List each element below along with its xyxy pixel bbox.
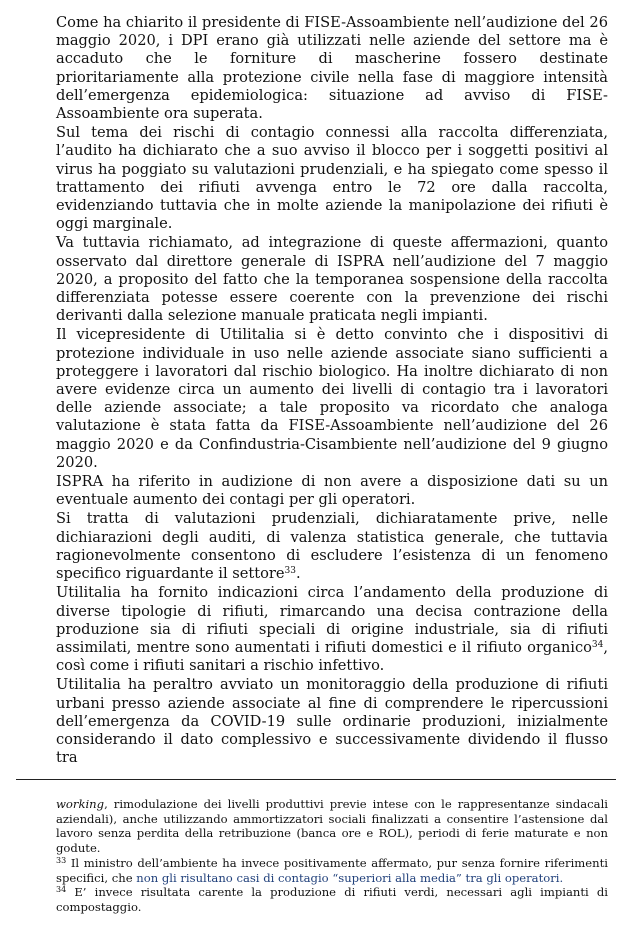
footnote-33-text: Il ministro dell’ambiente ha invece positivamente affermato, pur senza fornire riferimenti specifici, che	[56, 855, 608, 885]
footnote-ref-33[interactable]: 33	[284, 566, 296, 577]
footnote-33	[56, 856, 608, 885]
paragraph-4: Il vicepresidente di Utilitalia si è detto convinto che i dispositivi di protezione individuale in uso nelle aziende associate siano sufficienti a proteggere i lavoratori dal rischio biologico. Ha inoltre dichiarato di non avere evidenze circa un aumento dei livelli di contagio tra i lavoratori delle aziende associate; a tale proposito va ricordato che analoga valutazione è stata fatta da FISE-Assoambiente nell’audizione del 26 maggio 2020 e da Confindustria-Cisambiente nell’audizione del 9 giugno 2020.	[56, 326, 608, 471]
paragraph-6-text: Si tratta di valutazioni prudenziali, dichiaratamente prive, nelle dichiarazioni degli auditi, di valenza statistica generale, che tuttavia ragionevolmente consentono di escludere l’esistenza di un fenomeno specifico riguardante il settore	[56, 510, 608, 583]
footnote-continuation-text: , rimodulazione dei livelli produttivi previe intese con le rappresentanze sindacali aziendali), anche utilizzando ammortizzatori sociali finalizzati a consentire l’astensione dal lavoro senza perdita della retribuzione (banca ore e ROL), periodi di ferie maturate e non godute.	[56, 797, 608, 856]
footnote-divider	[16, 779, 616, 780]
main-text	[56, 14, 608, 768]
footnote-ref-34[interactable]: 34	[591, 639, 604, 650]
footnote-33-number: 33	[56, 855, 67, 865]
footnote-continuation	[56, 797, 608, 856]
paragraph-2: Sul tema dei rischi di contagio connessi alla raccolta differenziata, l’audito ha dichiarato che a suo avviso il blocco per i soggetti positivi al virus ha poggiato su valutazioni prudenziali, e ha spiegato come spesso il trattamento dei rifiuti avvenga entro le 72 ore dalla raccolta, evidenziando tuttavia che in molte aziende la manipolazione dei rifiuti è oggi marginale.	[56, 124, 608, 233]
footnote-34-text: E’ invece risultata carente la produzione di rifiuti verdi, necessari agli impianti di compostaggio.	[56, 885, 608, 914]
paragraph-5: ISPRA ha riferito in audizione di non avere a disposizione dati su un eventuale aumento dei contagi per gli operatori.	[56, 473, 608, 509]
footnote-34-number: 34	[56, 885, 67, 895]
paragraph-6: Si tratta di valutazioni prudenziali, dichiaratamente prive, nelle dichiarazioni degli auditi, di valenza statistica generale, che tuttavia ragionevolmente consentono di escludere l’esistenza di un fenomeno specifico riguardante il settore$^{33}$.	[56, 510, 608, 583]
footnote-continuation-italic: working	[56, 797, 105, 811]
footnote-34	[56, 885, 608, 914]
footnotes	[56, 797, 608, 915]
paragraph-7	[56, 584, 608, 675]
paragraph-8: Utilitalia ha peraltro avviato un monitoraggio della produzione di rifiuti urbani presso aziende associate al fine di comprendere le ripercussioni dell’emergenza da COVID-19 sulle ordinarie produzioni, inizialmente considerando il dato complessivo e successivamente dividendo il flusso tra	[56, 676, 608, 767]
footnote-33-highlight: non gli risultano casi di contagio “superiori alla media” tra gli operatori.	[136, 870, 564, 885]
paragraph-7-text: Utilitalia ha fornito indicazioni circa l’andamento della produzione di diverse tipologie di rifiuti, rimarcando una decisa contrazione della produzione sia di rifiuti speciali di origine industriale, sia di rifiuti assimilati, mentre sono aumentati i rifiuti domestici e il rifiuto organico	[56, 584, 608, 656]
paragraph-7-tail: , così come i rifiuti sanitari a rischio infettivo.	[56, 638, 608, 675]
paragraph-1: Come ha chiarito il presidente di FISE-Assoambiente nell’audizione del 26 maggio 2020, i DPI erano già utilizzati nelle aziende del settore ma è accaduto che le forniture di mascherine fossero destinate prioritariamente alla protezione civile nella fase di maggiore intensità dell’emergenza epidemiologica: situazione ad avviso di FISE-Assoambiente ora superata.	[56, 14, 608, 123]
paragraph-3: Va tuttavia richiamato, ad integrazione di queste affermazioni, quanto osservato dal direttore generale di ISPRA nell’audizione del 7 maggio 2020, a proposito del fatto che la temporanea sospensione della raccolta differenziata potesse essere coerente con la prevenzione dei rischi derivanti dalla selezione manuale praticata negli impianti.	[56, 234, 608, 325]
